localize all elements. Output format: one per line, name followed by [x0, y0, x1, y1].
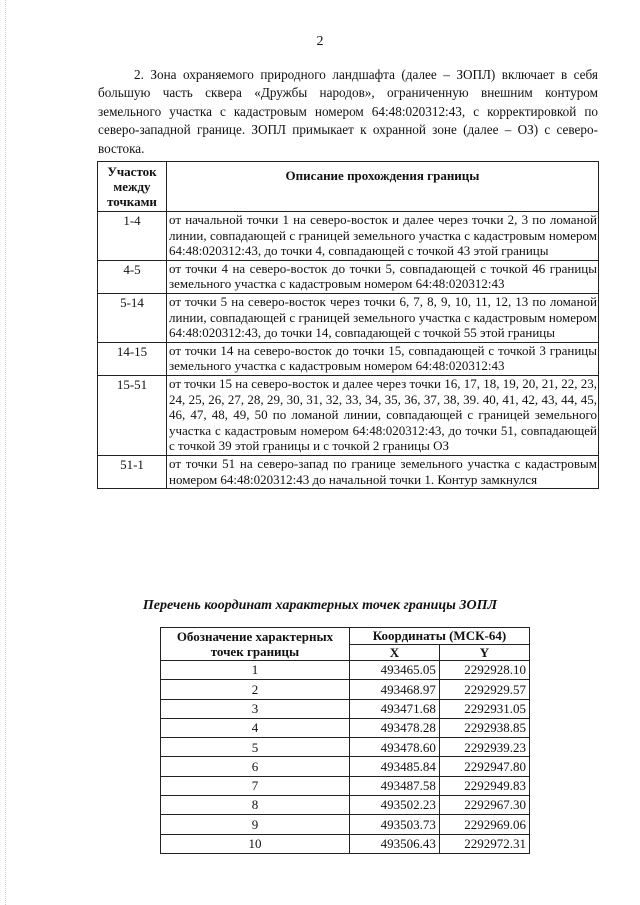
point-cell: 2: [161, 680, 350, 699]
boundary-row: [98, 375, 599, 455]
coord-row: [161, 680, 530, 699]
point-cell: 9: [161, 815, 350, 834]
y-cell: 2292972.31: [439, 834, 529, 853]
boundary-description-table: [97, 161, 599, 489]
point-cell: 7: [161, 776, 350, 795]
x-cell: 493506.43: [349, 834, 439, 853]
description-cell: от точки 14 на северо-восток до точки 15, совпадающей с точкой 3 границы земельного участка с кадастровым номером 64:48:020312:43: [167, 342, 599, 375]
coord-row: [161, 815, 530, 834]
x-cell: 493478.60: [349, 738, 439, 757]
boundary-row: [98, 212, 599, 261]
segment-cell: 5-14: [98, 293, 167, 342]
coord-row: [161, 776, 530, 795]
coord-row: [161, 738, 530, 757]
point-cell: 10: [161, 834, 350, 853]
coord-row: [161, 757, 530, 776]
x-cell: 493471.68: [349, 699, 439, 718]
x-cell: 493478.28: [349, 718, 439, 737]
description-cell: от точки 4 на северо-восток до точки 5, совпадающей с точкой 46 границы земельного участка с кадастровым номером 64:48:020312:43: [167, 260, 599, 293]
y-cell: 2292929.57: [439, 680, 529, 699]
intro-paragraph: [98, 66, 598, 158]
header-coordinates: Координаты (МСК-64): [349, 628, 529, 645]
description-cell: от точки 5 на северо-восток через точки 6, 7, 8, 9, 10, 11, 12, 13 по ломаной линии, совпадающей с границей земельного участка с кадастровым номером 64:48:020312:43, до точки 14, совпадающей с точкой 55 этой границы: [167, 293, 599, 342]
description-cell: от начальной точки 1 на северо-восток и далее через точки 2, 3 по ломаной линии, совпадающей с границей земельного участка с кадастровым номером 64:48:020312:43, до точки 4, совпадающей с точкой 43 этой границы: [167, 212, 599, 261]
x-cell: 493485.84: [349, 757, 439, 776]
x-cell: 493487.58: [349, 776, 439, 795]
x-cell: 493465.05: [349, 661, 439, 680]
boundary-table-body: [98, 212, 599, 489]
coord-row: [161, 834, 530, 853]
description-cell: от точки 51 на северо-запад по границе земельного участка с кадастровым номером 64:48:020312:43 до начальной точки 1. Контур замкнулся: [167, 455, 599, 488]
segment-cell: 14-15: [98, 342, 167, 375]
y-cell: 2292938.85: [439, 718, 529, 737]
point-cell: 8: [161, 796, 350, 815]
y-cell: 2292967.30: [439, 796, 529, 815]
header-segment: Участок между точками: [98, 162, 167, 212]
coord-header-row-1: [161, 628, 530, 645]
coord-row: [161, 699, 530, 718]
point-cell: 3: [161, 699, 350, 718]
coordinates-table: [160, 627, 530, 854]
y-cell: 2292949.83: [439, 776, 529, 795]
header-x: X: [349, 644, 439, 661]
header-description: Описание прохождения границы: [167, 162, 599, 212]
point-cell: 6: [161, 757, 350, 776]
segment-cell: 1-4: [98, 212, 167, 261]
intro-text: 2. Зона охраняемого природного ландшафта (далее – ЗОПЛ) включает в себя большую часть сквера «Дружбы народов», ограниченную внешним контуром земельного участка с кадастровым номером 64:48:020312:43, с корректировкой по северо-западной границе. ЗОПЛ примыкает к охранной зоне (далее – ОЗ) с северо-востока.: [98, 67, 598, 156]
y-cell: 2292928.10: [439, 661, 529, 680]
boundary-row: [98, 293, 599, 342]
point-cell: 4: [161, 718, 350, 737]
coord-row: [161, 718, 530, 737]
y-cell: 2292931.05: [439, 699, 529, 718]
coord-table-body: [161, 661, 530, 854]
coord-row: [161, 661, 530, 680]
y-cell: 2292939.23: [439, 738, 529, 757]
x-cell: 493503.73: [349, 815, 439, 834]
y-cell: 2292969.06: [439, 815, 529, 834]
segment-cell: 15-51: [98, 375, 167, 455]
page-edge: [0, 0, 6, 905]
y-cell: 2292947.80: [439, 757, 529, 776]
boundary-row: [98, 455, 599, 488]
point-cell: 1: [161, 661, 350, 680]
header-y: Y: [439, 644, 529, 661]
coord-row: [161, 796, 530, 815]
description-cell: от точки 15 на северо-восток и далее через точки 16, 17, 18, 19, 20, 21, 22, 23, 24, 25, 26, 27, 28, 29, 30, 31, 32, 33, 34, 35, 36, 37, 38, 39. 40, 41, 42, 43, 44, 45, 46, 47, 48, 49, 50 по ломаной линии, совпадающей с границей земельного участка с кадастровым номером 64:48:020312:43, до точки 51, совпадающей с точкой 39 этой границы и с точкой 2 границы ОЗ: [167, 375, 599, 455]
boundary-row: [98, 342, 599, 375]
coordinates-title: Перечень координат характерных точек границы ЗОПЛ: [142, 598, 498, 613]
segment-cell: 4-5: [98, 260, 167, 293]
page-number: 2: [316, 34, 324, 49]
boundary-row: [98, 260, 599, 293]
header-points: Обозначение характерных точек границы: [161, 628, 350, 661]
boundary-table-header: [98, 162, 599, 212]
x-cell: 493468.97: [349, 680, 439, 699]
segment-cell: 51-1: [98, 455, 167, 488]
point-cell: 5: [161, 738, 350, 757]
x-cell: 493502.23: [349, 796, 439, 815]
